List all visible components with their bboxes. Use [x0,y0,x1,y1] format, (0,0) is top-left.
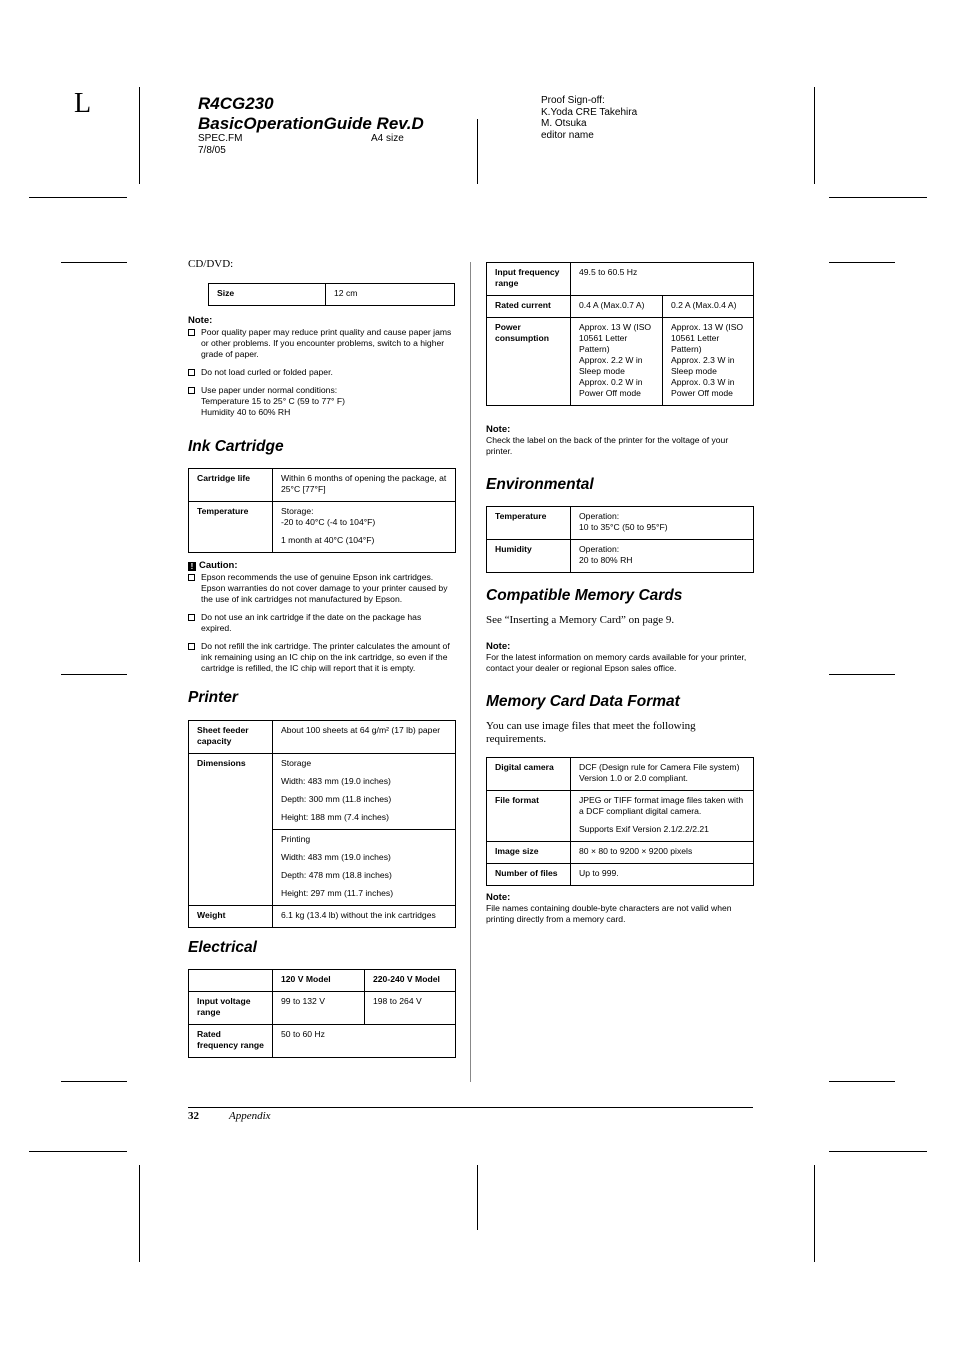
caution-icon: ! [188,562,196,571]
table-row [189,502,456,553]
crop-mark [814,87,815,184]
crop-mark [61,262,127,263]
checkbox-bullet-icon [188,329,195,336]
cd-dvd-table [208,283,455,306]
crop-mark [829,1151,927,1152]
table-row [189,754,456,830]
table-cell: 99 to 132 V [273,992,365,1025]
table-header-cell: Rated current [487,296,571,318]
proof-line: K.Yoda CRE Takehira [541,106,638,118]
corner-letter: L [74,88,92,119]
table-row [487,318,754,406]
file-name-note: File names containing double-byte characters are not valid when printing directly from a memory card. [486,903,732,924]
table-header-cell: Image size [487,842,571,864]
crop-mark [477,119,478,184]
table-cell: 12 cm [326,284,455,306]
note-label: Note: [486,641,511,652]
memory-card-note: For the latest information on memory cards available for your printer, contact your dealer or regional Epson sales office. [486,652,747,673]
table-row [487,758,754,791]
crop-mark [829,674,895,675]
list-item: Do not refill the ink cartridge. The printer calculates the amount of ink remaining using an IC chip on the ink cartridge, so even if the cartridge is refilled, the IC chip will report that it is empty. [188,641,454,674]
table-header-cell: Temperature [487,507,571,540]
table-row [487,263,754,296]
list-item: Epson recommends the use of genuine Epson ink cartridges. Epson warranties do not cover damage to your printer caused by the use of ink cartridges not manufactured by Epson. [188,572,454,605]
checkbox-bullet-icon [188,643,195,650]
table-row [189,970,456,992]
table-row [189,906,456,928]
crop-mark [61,1081,127,1082]
note-label: Note: [486,424,511,435]
list-item: Do not load curled or folded paper. [188,367,454,378]
table-header-cell: File format [487,791,571,842]
table-row [487,791,754,842]
crop-mark [477,1165,478,1230]
table-row [189,469,456,502]
section-heading-environmental: Environmental [486,476,594,493]
note-label: Note: [188,315,213,326]
footer-rule [188,1107,753,1108]
table-header-cell: Power consumption [487,318,571,406]
section-heading-compatible-memory-cards: Compatible Memory Cards [486,587,683,604]
table-cell: 6.1 kg (13.4 lb) without the ink cartridges [273,906,456,928]
data-format-table [486,757,754,886]
caution-heading: ! Caution: [188,560,238,571]
table-row [487,842,754,864]
crop-mark [29,197,127,198]
ink-cartridge-table [188,468,456,553]
table-cell: Approx. 13 W (ISO 10561 Letter Pattern) Approx. 2.3 W in Sleep mode Approx. 0.3 W in Power Off mode [663,318,754,406]
table-header-cell: Input voltage range [189,992,273,1025]
table-header-cell: Digital camera [487,758,571,791]
table-header-cell: 120 V Model [273,970,365,992]
caution-list [188,572,454,681]
table-cell: Operation: 20 to 80% RH [571,540,754,573]
table-cell: JPEG or TIFF format image files taken with a DCF compliant digital camera. Supports Exif Version 2.1/2.2/2.21 [571,791,754,842]
table-cell: About 100 sheets at 64 g/m² (17 lb) paper [273,721,456,754]
paper-notes-list [188,327,454,425]
table-cell: 198 to 264 V [365,992,456,1025]
proof-title: Proof Sign-off: [541,95,605,106]
voltage-note: Check the label on the back of the printer for the voltage of your printer. [486,435,729,456]
table-cell: Within 6 months of opening the package, at 25°C [77°F] [273,469,456,502]
crop-mark [814,1165,815,1262]
table-row [487,507,754,540]
table-header-cell: Number of files [487,864,571,886]
checkbox-bullet-icon [188,387,195,394]
crop-mark [61,674,127,675]
printer-table [188,720,456,928]
table-header-cell: Temperature [189,502,273,553]
table-row [189,721,456,754]
table-cell: 80 × 80 to 9200 × 9200 pixels [571,842,754,864]
crop-mark [829,1081,895,1082]
crop-mark [829,262,895,263]
table-row [189,992,456,1025]
table-cell: Up to 999. [571,864,754,886]
title-line-2: BasicOperationGuide Rev.D [198,114,424,133]
table-header-cell: Humidity [487,540,571,573]
proof-signoff [541,95,637,141]
section-heading-ink-cartridge: Ink Cartridge [188,438,284,455]
note-label: Note: [486,892,511,903]
table-cell: DCF (Design rule for Camera File system) Version 1.0 or 2.0 compliant. [571,758,754,791]
crop-mark [139,87,140,184]
table-empty-cell [189,970,273,992]
table-cell: 0.4 A (Max.0.7 A) [571,296,663,318]
table-row [487,864,754,886]
file-name: SPEC.FM [198,133,243,144]
table-header-cell: Weight [189,906,273,928]
section-heading-memory-card-data-format: Memory Card Data Format [486,693,680,710]
table-cell: Storage: -20 to 40°C (-4 to 104°F) 1 month at 40°C (104°F) [273,502,456,553]
section-heading-printer: Printer [188,689,238,706]
page-number: 32 [188,1110,199,1122]
crop-mark [139,1165,140,1262]
table-row [189,1025,456,1058]
table-cell: Approx. 13 W (ISO 10561 Letter Pattern) Approx. 2.2 W in Sleep mode Approx. 0.2 W in Power Off mode [571,318,663,406]
checkbox-bullet-icon [188,614,195,621]
doc-date: 7/8/05 [198,145,226,156]
environmental-table [486,506,754,573]
memory-card-reference: See “Inserting a Memory Card” on page 9. [486,614,675,626]
table-cell: 0.2 A (Max.0.4 A) [663,296,754,318]
table-header-cell: Dimensions [189,754,273,906]
list-item: Poor quality paper may reduce print quality and cause paper jams or other problems. If you encounter problems, switch to a higher grade of paper. [188,327,454,360]
electrical-table-2 [486,262,754,406]
proof-line: editor name [541,129,594,141]
table-cell: Storage Width: 483 mm (19.0 inches) Depth: 300 mm (11.8 inches) Height: 188 mm (7.4 inches) [273,754,456,830]
table-row [209,284,455,306]
list-item: Do not use an ink cartridge if the date on the package has expired. [188,612,454,634]
title-line-1: R4CG230 [198,94,274,113]
footer-section: Appendix [229,1110,271,1122]
checkbox-bullet-icon [188,574,195,581]
table-row [487,540,754,573]
electrical-table-1 [188,969,456,1058]
table-header-cell: Size [209,284,326,306]
table-header-cell: Rated frequency range [189,1025,273,1058]
table-row [487,296,754,318]
table-header-cell: 220-240 V Model [365,970,456,992]
crop-mark [29,1151,127,1152]
list-item: Use paper under normal conditions: Temperature 15 to 25° C (59 to 77° F) Humidity 40 to 60% RH [188,385,454,418]
document-title [198,94,424,134]
table-cell: 49.5 to 60.5 Hz [571,263,754,296]
proof-line: M. Otsuka [541,118,587,130]
cd-dvd-label: CD/DVD: [188,258,234,270]
data-format-intro: You can use image files that meet the following requirements. [486,720,696,745]
table-cell: Printing Width: 483 mm (19.0 inches) Depth: 478 mm (18.8 inches) Height: 297 mm (11.7 inches) [273,830,456,906]
crop-mark [829,197,927,198]
table-header-cell: Input frequency range [487,263,571,296]
table-cell: Operation: 10 to 35°C (50 to 95°F) [571,507,754,540]
table-header-cell: Cartridge life [189,469,273,502]
checkbox-bullet-icon [188,369,195,376]
section-heading-electrical: Electrical [188,939,257,956]
table-cell: 50 to 60 Hz [273,1025,456,1058]
paper-size: A4 size [371,133,404,144]
table-header-cell: Sheet feeder capacity [189,721,273,754]
column-divider [470,262,471,1082]
